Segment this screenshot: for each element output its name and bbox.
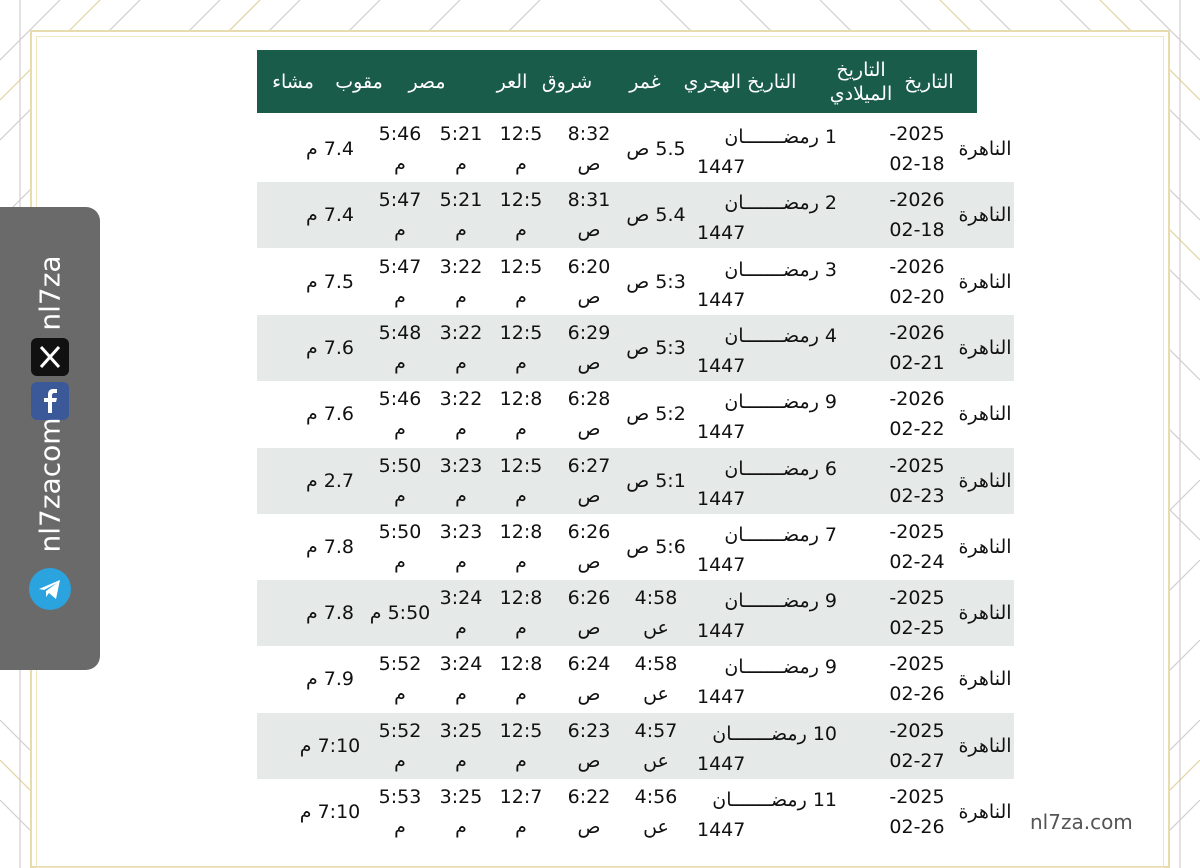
cell-sunrise: 6:28 ص xyxy=(567,388,611,441)
cell-fajr: 5.5 ص xyxy=(626,138,686,160)
x-icon[interactable] xyxy=(31,338,69,380)
cell-dhuhr: 12:5 م xyxy=(499,255,543,308)
header-city: التاريخ xyxy=(904,70,954,93)
table-row xyxy=(257,580,1014,646)
cell-asr: 5:21 م xyxy=(439,189,483,242)
header-gregorian-line2: الميلادي xyxy=(829,82,893,105)
cell-gregorian: 2025- 02-25 xyxy=(889,587,945,640)
cell-fajr: 5:6 ص xyxy=(626,535,686,558)
cell-gregorian: 2026- 02-20 xyxy=(889,255,945,308)
table-row xyxy=(257,448,1014,514)
hijri-day-month: 10 رمضـــــــان xyxy=(712,722,837,745)
hijri-year: 1447 xyxy=(697,819,746,841)
cell-asr: 3:22 م xyxy=(439,388,483,441)
table-row xyxy=(257,381,1014,447)
cell-isha: 7.4 م xyxy=(305,204,355,227)
cell-gregorian: 2026- 02-18 xyxy=(889,189,945,242)
cell-maghrib: 5:46 م xyxy=(378,123,422,175)
hijri-year: 1447 xyxy=(697,686,746,709)
cell-hijri xyxy=(697,116,837,182)
cell-maghrib: 5:47 م xyxy=(378,189,422,242)
cell-city: الناهرة xyxy=(958,204,1012,227)
cell-city: الناهرة xyxy=(958,270,1012,293)
cell-gregorian: 2025- 02-18 xyxy=(889,123,945,175)
cell-sunrise: 6:22 ص xyxy=(567,786,611,838)
cell-hijri xyxy=(697,315,837,381)
hijri-year: 1447 xyxy=(697,222,746,245)
cell-maghrib: 5:53 م xyxy=(378,786,422,838)
cell-sunrise: 6:26 ص xyxy=(567,520,611,573)
cell-fajr: 4:58 عں xyxy=(634,587,678,640)
cell-dhuhr: 12:8 م xyxy=(499,587,543,640)
hijri-year: 1447 xyxy=(697,421,746,444)
cell-maghrib: 5:47 م xyxy=(378,255,422,308)
cell-asr: 3:22 م xyxy=(439,255,483,308)
cell-sunrise: 8:31 ص xyxy=(567,189,611,242)
cell-dhuhr: 12:7 م xyxy=(499,786,543,838)
hijri-day-month: 3 رمضـــــــان xyxy=(724,258,837,281)
cell-fajr: 5:2 ص xyxy=(626,403,686,426)
cell-sunrise: 6:23 ص xyxy=(567,719,611,772)
cell-city: الناهرة xyxy=(958,535,1012,558)
cell-fajr: 4:57 عں xyxy=(634,719,678,772)
cell-hijri xyxy=(697,249,837,315)
cell-hijri xyxy=(697,448,837,514)
cell-asr: 3:24 م xyxy=(439,587,483,640)
header-hijri: التاريخ الهجري xyxy=(683,70,797,93)
cell-dhuhr: 12:5 م xyxy=(499,189,543,242)
hijri-day-month: 7 رمضـــــــان xyxy=(724,523,837,546)
cell-isha: 7.4 م xyxy=(305,138,355,160)
cell-fajr: 5:1 ص xyxy=(626,469,686,492)
cell-sunrise: 6:26 ص xyxy=(567,587,611,640)
cell-isha: 7:10 م xyxy=(299,801,361,823)
table-row xyxy=(257,713,1014,779)
table-row xyxy=(257,116,1014,182)
x-handle[interactable]: nl7za xyxy=(33,255,67,331)
cell-asr: 3:24 م xyxy=(439,653,483,706)
hijri-year: 1447 xyxy=(697,553,746,576)
hijri-day-month: 9 رمضـــــــان xyxy=(724,391,837,414)
hijri-day-month: 4 رمضـــــــان xyxy=(724,324,837,347)
cell-isha: 7.8 م xyxy=(305,535,355,558)
table-row xyxy=(257,249,1014,315)
watermark: nl7za.com xyxy=(1030,810,1133,834)
hijri-year: 1447 xyxy=(697,156,746,178)
hijri-day-month: 2 رمضـــــــان xyxy=(724,192,837,215)
hijri-year: 1447 xyxy=(697,752,746,775)
table-row xyxy=(257,315,1014,381)
hijri-year: 1447 xyxy=(697,620,746,643)
cell-fajr: 5.4 ص xyxy=(626,204,686,227)
cell-dhuhr: 12:8 م xyxy=(499,520,543,573)
table-header xyxy=(257,50,977,113)
cell-gregorian: 2025- 02-27 xyxy=(889,719,945,772)
cell-maghrib: 5:50 م xyxy=(378,454,422,507)
table-row xyxy=(257,646,1014,712)
cell-isha: 7.5 م xyxy=(305,270,355,293)
cell-hijri xyxy=(697,182,837,248)
cell-gregorian: 2025- 02-26 xyxy=(889,653,945,706)
cell-city: الناهرة xyxy=(958,138,1012,160)
cell-isha: 7.8 م xyxy=(305,602,355,625)
cell-asr: 3:23 م xyxy=(439,454,483,507)
cell-fajr: 5:3 ص xyxy=(626,336,686,359)
cell-dhuhr: 12:5 م xyxy=(499,321,543,374)
cell-dhuhr: 12:8 م xyxy=(499,388,543,441)
cell-city: الناهرة xyxy=(958,734,1012,757)
cell-city: الناهرة xyxy=(958,801,1012,823)
hijri-day-month: 6 رمضـــــــان xyxy=(724,457,837,480)
cell-asr: 3:25 م xyxy=(439,719,483,772)
social-sidebar xyxy=(0,207,100,670)
hijri-year: 1447 xyxy=(697,354,746,377)
cell-hijri xyxy=(697,381,837,447)
header-gregorian-line1: التاريخ xyxy=(836,58,886,81)
cell-hijri xyxy=(697,646,837,712)
cell-fajr: 4:58 عں xyxy=(634,653,678,706)
cell-isha: 7.6 م xyxy=(305,336,355,359)
cell-dhuhr: 12:5 م xyxy=(499,123,543,175)
cell-maghrib: 5:52 م xyxy=(378,719,422,772)
cell-gregorian: 2026- 02-22 xyxy=(889,388,945,441)
hijri-day-month: 9 رمضـــــــان xyxy=(724,656,837,679)
cell-asr: 5:21 م xyxy=(439,123,483,175)
cell-city: الناهرة xyxy=(958,668,1012,691)
cell-sunrise: 8:32 ص xyxy=(567,123,611,175)
hijri-day-month: 9 رمضـــــــان xyxy=(724,590,837,613)
cell-dhuhr: 12:8 م xyxy=(499,653,543,706)
header-asr: مصر xyxy=(408,70,446,93)
cell-isha: 7.6 م xyxy=(305,403,355,426)
cell-maghrib: 5:48 م xyxy=(378,321,422,374)
cell-gregorian: 2025- 02-26 xyxy=(889,786,945,838)
cell-dhuhr: 12:5 م xyxy=(499,719,543,772)
header-dhuhr: العر xyxy=(496,70,528,93)
cell-hijri xyxy=(697,713,837,779)
header-sunrise: شروق xyxy=(541,70,593,93)
cell-city: الناهرة xyxy=(958,602,1012,625)
table-row xyxy=(257,182,1014,248)
hijri-year: 1447 xyxy=(697,487,746,510)
hijri-day-month: 11 رمضـــــــان xyxy=(712,789,837,811)
cell-isha: 7:10 م xyxy=(299,734,361,757)
cell-sunrise: 6:27 ص xyxy=(567,454,611,507)
cell-sunrise: 6:24 ص xyxy=(567,653,611,706)
cell-fajr: 4:56 عں xyxy=(634,786,678,838)
cell-hijri xyxy=(697,514,837,580)
table-row xyxy=(257,779,1014,845)
cell-isha: 7.9 م xyxy=(305,668,355,691)
header-maghrib: مقوب xyxy=(335,70,383,93)
cell-asr: 3:22 م xyxy=(439,321,483,374)
cell-isha: 2.7 م xyxy=(305,469,355,492)
telegram-icon[interactable] xyxy=(28,567,72,615)
cell-asr: 3:23 م xyxy=(439,520,483,573)
cell-maghrib: 5:50 م xyxy=(369,602,431,625)
cell-gregorian: 2025- 02-23 xyxy=(889,454,945,507)
cell-maghrib: 5:50 م xyxy=(378,520,422,573)
cell-city: الناهرة xyxy=(958,336,1012,359)
cell-maghrib: 5:46 م xyxy=(378,388,422,441)
header-isha: مشاء xyxy=(272,70,314,93)
hijri-year: 1447 xyxy=(697,288,746,311)
cell-hijri xyxy=(697,580,837,646)
cell-sunrise: 6:29 ص xyxy=(567,321,611,374)
cell-gregorian: 2025- 02-24 xyxy=(889,520,945,573)
header-fajr: غمر xyxy=(629,70,661,93)
cell-city: الناهرة xyxy=(958,469,1012,492)
cell-fajr: 5:3 ص xyxy=(626,270,686,293)
cell-city: الناهرة xyxy=(958,403,1012,426)
site-handle[interactable]: nl7zacom xyxy=(33,417,67,553)
hijri-day-month: 1 رمضـــــــان xyxy=(724,126,837,148)
cell-gregorian: 2026- 02-21 xyxy=(889,321,945,374)
cell-maghrib: 5:52 م xyxy=(378,653,422,706)
cell-hijri xyxy=(697,779,837,845)
header-gregorian xyxy=(819,50,903,113)
table-row xyxy=(257,514,1014,580)
cell-sunrise: 6:20 ص xyxy=(567,255,611,308)
cell-dhuhr: 12:5 م xyxy=(499,454,543,507)
cell-asr: 3:25 م xyxy=(439,786,483,838)
